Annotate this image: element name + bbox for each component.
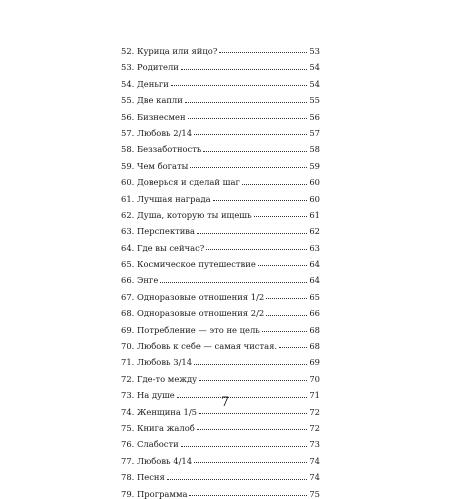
toc-entry xyxy=(121,121,320,137)
toc-entry-page-number: 66 xyxy=(309,308,320,319)
dot-leader xyxy=(197,429,308,430)
toc-entry-title: 65. Космическое путешествие xyxy=(121,259,256,270)
toc-entry xyxy=(121,154,320,170)
toc-entry-title: 62. Душа, которую ты ищешь xyxy=(121,209,252,220)
toc-entry-page-number: 55 xyxy=(309,95,320,106)
toc-entry-title: 69. Потребление — это не цель xyxy=(121,324,260,335)
dot-leader xyxy=(194,462,307,463)
toc-entry-title: 63. Перспектива xyxy=(121,226,195,237)
toc-entry xyxy=(121,482,320,498)
toc-entry-page-number: 57 xyxy=(309,127,320,138)
dot-leader xyxy=(266,315,307,316)
toc-entry xyxy=(121,187,320,203)
toc-entry-title: 66. Энге xyxy=(121,275,159,286)
toc-entry xyxy=(121,137,320,153)
toc-entry-page-number: 68 xyxy=(309,341,320,352)
toc-entry-title: 60. Доверься и сделай шаг xyxy=(121,177,240,188)
dot-leader xyxy=(194,364,307,365)
dot-leader xyxy=(185,102,307,103)
toc-entry-title: 77. Любовь 4/14 xyxy=(121,455,193,466)
toc-entry-page-number: 72 xyxy=(309,422,320,433)
dot-leader xyxy=(266,298,307,299)
dot-leader xyxy=(258,265,308,266)
dot-leader xyxy=(242,184,307,185)
toc-entry-title: 75. Книга жалоб xyxy=(121,422,195,433)
dot-leader xyxy=(181,69,307,70)
toc-entry-page-number: 63 xyxy=(309,242,320,253)
toc-entry-page-number: 75 xyxy=(309,488,320,499)
dot-leader xyxy=(171,85,307,86)
toc-entry-title: 61. Лучшая награда xyxy=(121,193,211,204)
dot-leader xyxy=(197,233,307,234)
toc-entry-page-number: 68 xyxy=(309,324,320,335)
toc-entry-title: 72. Где-то между xyxy=(121,373,198,384)
dot-leader xyxy=(190,167,307,168)
toc-entry-title: 78. Песня xyxy=(121,472,165,483)
toc-entry-title: 64. Где вы сейчас? xyxy=(121,242,205,253)
toc-entry-page-number: 62 xyxy=(309,226,320,237)
dot-leader xyxy=(160,282,307,283)
toc-entry-page-number: 54 xyxy=(309,62,320,73)
toc-entry-title: 57. Любовь 2/14 xyxy=(121,127,193,138)
dot-leader xyxy=(167,479,308,480)
toc-entry xyxy=(121,416,320,432)
dot-leader xyxy=(199,380,307,381)
dot-leader xyxy=(181,446,308,447)
toc-entry-page-number: 64 xyxy=(309,275,320,286)
toc-entry-title: 55. Две капли xyxy=(121,95,183,106)
toc-entry xyxy=(121,449,320,465)
dot-leader xyxy=(279,347,307,348)
toc-entry-page-number: 56 xyxy=(309,111,320,122)
toc-entry xyxy=(121,105,320,121)
toc-entry-title: 58. Беззаботность xyxy=(121,144,202,155)
toc-entry-title: 53. Родители xyxy=(121,62,179,73)
page-number: 7 xyxy=(220,395,230,410)
toc-entry-page-number: 69 xyxy=(309,357,320,368)
toc-entry-page-number: 59 xyxy=(309,160,320,171)
toc-entry xyxy=(121,301,320,317)
dot-leader xyxy=(188,118,308,119)
dot-leader xyxy=(213,200,308,201)
toc-entry-title: 70. Любовь к себе — самая чистая. xyxy=(121,341,278,352)
toc-entry-page-number: 74 xyxy=(309,472,320,483)
toc-entry-title: 67. Одноразовые отношения 1/2 xyxy=(121,291,265,302)
dot-leader xyxy=(262,331,307,332)
toc-entry-title: 56. Бизнесмен xyxy=(121,111,186,122)
toc-entry xyxy=(121,252,320,268)
toc-entry-page-number: 74 xyxy=(309,455,320,466)
toc-entry xyxy=(121,55,320,71)
toc-entry xyxy=(121,72,320,88)
toc-entry-page-number: 58 xyxy=(309,144,320,155)
toc-entry xyxy=(121,268,320,284)
toc-entry-title: 74. Женщина 1/5 xyxy=(121,406,198,417)
toc-entry xyxy=(121,39,320,55)
table-of-contents xyxy=(121,39,320,498)
toc-entry xyxy=(121,170,320,186)
dot-leader xyxy=(254,216,308,217)
toc-entry-page-number: 73 xyxy=(309,439,320,450)
toc-entry-page-number: 60 xyxy=(309,177,320,188)
toc-entry xyxy=(121,367,320,383)
toc-entry xyxy=(121,88,320,104)
toc-entry-title: 73. На душе xyxy=(121,390,175,401)
dot-leader xyxy=(199,413,307,414)
toc-entry-title: 79. Программа xyxy=(121,488,188,499)
toc-entry xyxy=(121,203,320,219)
dot-leader xyxy=(194,134,307,135)
toc-entry-title: 52. Курица или яйцо? xyxy=(121,45,218,56)
toc-entry-title: 59. Чем богаты xyxy=(121,160,189,171)
toc-entry-page-number: 64 xyxy=(309,259,320,270)
toc-entry xyxy=(121,432,320,448)
toc-entry-page-number: 72 xyxy=(309,406,320,417)
dot-leader xyxy=(189,495,307,496)
toc-entry xyxy=(121,465,320,481)
toc-entry xyxy=(121,350,320,366)
toc-entry-page-number: 60 xyxy=(309,193,320,204)
toc-entry xyxy=(121,318,320,334)
toc-entry-page-number: 71 xyxy=(309,390,320,401)
toc-entry-title: 71. Любовь 3/14 xyxy=(121,357,193,368)
toc-entry-page-number: 61 xyxy=(309,209,320,220)
toc-entry-title: 76. Слабости xyxy=(121,439,179,450)
toc-entry xyxy=(121,219,320,235)
toc-entry xyxy=(121,285,320,301)
dot-leader xyxy=(206,249,307,250)
toc-entry-title: 54. Деньги xyxy=(121,78,169,89)
toc-entry xyxy=(121,334,320,350)
toc-entry xyxy=(121,236,320,252)
toc-entry-page-number: 65 xyxy=(309,291,320,302)
toc-entry-page-number: 54 xyxy=(309,78,320,89)
toc-entry-page-number: 70 xyxy=(309,373,320,384)
dot-leader xyxy=(203,151,307,152)
toc-entry-title: 68. Одноразовые отношения 2/2 xyxy=(121,308,265,319)
toc-entry-page-number: 53 xyxy=(309,45,320,56)
dot-leader xyxy=(219,52,307,53)
